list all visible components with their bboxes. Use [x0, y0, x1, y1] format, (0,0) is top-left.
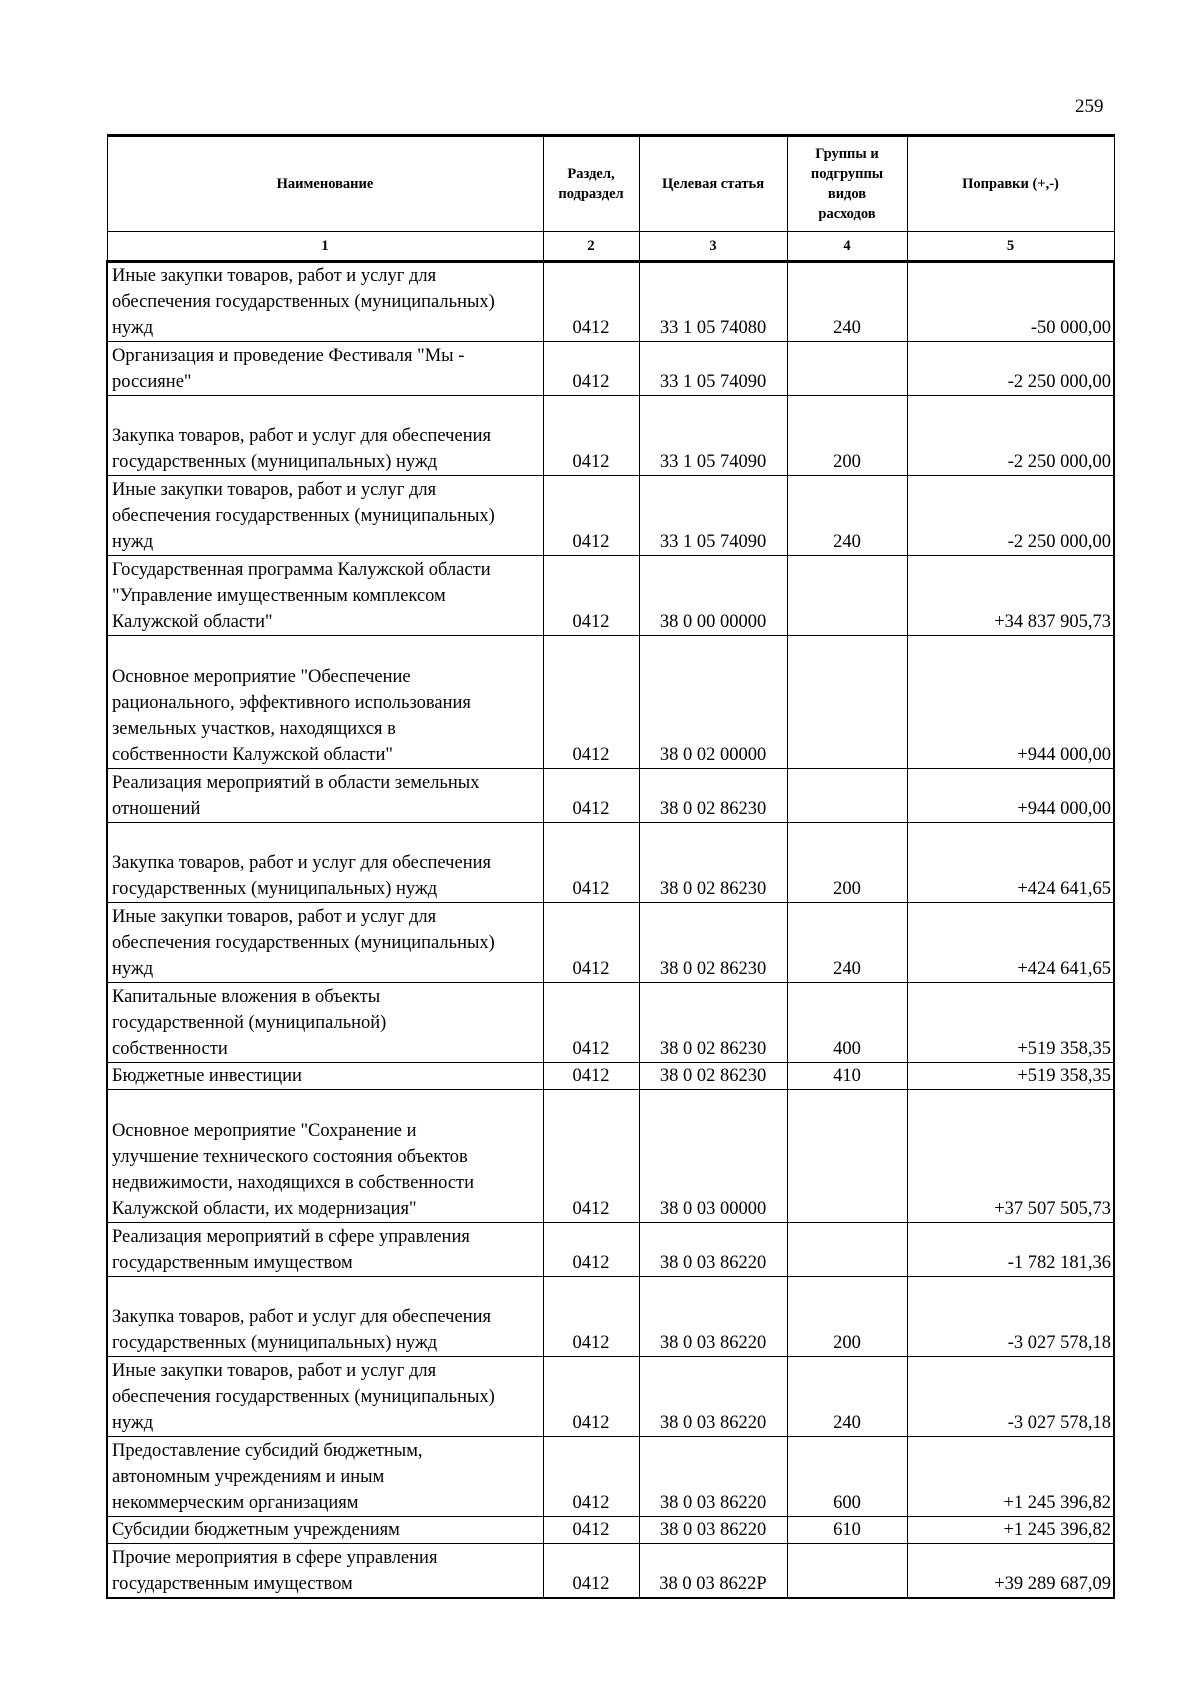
- row-section: 0412: [543, 1223, 639, 1277]
- table-row: [107, 823, 1114, 903]
- row-name: Иные закупки товаров, работ и услуг для обеспечения государственных (муниципальных) нужд: [107, 903, 543, 983]
- row-article: 33 1 05 74080: [639, 262, 787, 342]
- row-article: 38 0 02 86230: [639, 1063, 787, 1090]
- row-amount: +37 507 505,73: [907, 1090, 1114, 1223]
- row-section: 0412: [543, 983, 639, 1063]
- row-article: 38 0 03 86220: [639, 1277, 787, 1357]
- table-row: [107, 636, 1114, 769]
- row-article: 38 0 02 00000: [639, 636, 787, 769]
- row-name: Прочие мероприятия в сфере управления государственным имуществом: [107, 1544, 543, 1598]
- row-group: 200: [787, 1277, 907, 1357]
- row-group: 240: [787, 476, 907, 556]
- table-row: [107, 556, 1114, 636]
- row-amount: -2 250 000,00: [907, 396, 1114, 476]
- row-section: 0412: [543, 1357, 639, 1437]
- row-group: 200: [787, 823, 907, 903]
- column-number: 4: [787, 232, 907, 262]
- header-amount: Поправки (+,-): [907, 136, 1114, 232]
- row-section: 0412: [543, 1277, 639, 1357]
- column-number: 2: [543, 232, 639, 262]
- column-number: 5: [907, 232, 1114, 262]
- row-group: 200: [787, 396, 907, 476]
- row-article: 38 0 00 00000: [639, 556, 787, 636]
- row-section: 0412: [543, 1437, 639, 1517]
- row-group: [787, 342, 907, 396]
- row-article: 38 0 03 86220: [639, 1437, 787, 1517]
- row-name: Основное мероприятие "Сохранение и улучшение технического состояния объектов недвижимости, находящихся в собственности Калужской области, их модернизация": [107, 1090, 543, 1223]
- row-amount: +39 289 687,09: [907, 1544, 1114, 1598]
- row-section: 0412: [543, 1063, 639, 1090]
- row-section: 0412: [543, 769, 639, 823]
- header-section: Раздел, подраздел: [543, 136, 639, 232]
- table-row: [107, 1517, 1114, 1544]
- row-article: 38 0 03 00000: [639, 1090, 787, 1223]
- row-group: 240: [787, 1357, 907, 1437]
- row-section: 0412: [543, 342, 639, 396]
- row-group: 410: [787, 1063, 907, 1090]
- row-group: 600: [787, 1437, 907, 1517]
- table-row: [107, 1357, 1114, 1437]
- row-section: 0412: [543, 476, 639, 556]
- row-article: 33 1 05 74090: [639, 396, 787, 476]
- table-row: [107, 1277, 1114, 1357]
- row-section: 0412: [543, 1090, 639, 1223]
- row-name: Организация и проведение Фестиваля "Мы - россияне": [107, 342, 543, 396]
- row-amount: -2 250 000,00: [907, 476, 1114, 556]
- row-group: 610: [787, 1517, 907, 1544]
- table-row: [107, 342, 1114, 396]
- row-article: 38 0 03 86220: [639, 1223, 787, 1277]
- table-row: [107, 903, 1114, 983]
- table-row: [107, 1544, 1114, 1598]
- row-amount: -1 782 181,36: [907, 1223, 1114, 1277]
- row-amount: +424 641,65: [907, 823, 1114, 903]
- row-name: Иные закупки товаров, работ и услуг для обеспечения государственных (муниципальных) нужд: [107, 1357, 543, 1437]
- row-group: [787, 636, 907, 769]
- row-article: 38 0 03 86220: [639, 1517, 787, 1544]
- table-row: [107, 983, 1114, 1063]
- row-group: 400: [787, 983, 907, 1063]
- row-name: Бюджетные инвестиции: [107, 1063, 543, 1090]
- row-amount: +1 245 396,82: [907, 1437, 1114, 1517]
- row-name: Закупка товаров, работ и услуг для обеспечения государственных (муниципальных) нужд: [107, 396, 543, 476]
- row-amount: +519 358,35: [907, 983, 1114, 1063]
- row-name: Реализация мероприятий в сфере управления государственным имуществом: [107, 1223, 543, 1277]
- row-amount: -3 027 578,18: [907, 1357, 1114, 1437]
- row-group: [787, 1223, 907, 1277]
- header-article: Целевая статья: [639, 136, 787, 232]
- row-name: Иные закупки товаров, работ и услуг для обеспечения государственных (муниципальных) нужд: [107, 262, 543, 342]
- table-row: [107, 1063, 1114, 1090]
- row-article: 38 0 02 86230: [639, 983, 787, 1063]
- row-group: 240: [787, 262, 907, 342]
- budget-table: [106, 134, 1115, 1599]
- row-amount: +1 245 396,82: [907, 1517, 1114, 1544]
- row-name: Субсидии бюджетным учреждениям: [107, 1517, 543, 1544]
- row-article: 38 0 03 8622Р: [639, 1544, 787, 1598]
- column-number-row: [107, 232, 1114, 262]
- table-row: [107, 396, 1114, 476]
- row-section: 0412: [543, 1544, 639, 1598]
- row-amount: +34 837 905,73: [907, 556, 1114, 636]
- row-amount: -50 000,00: [907, 262, 1114, 342]
- row-name: Иные закупки товаров, работ и услуг для обеспечения государственных (муниципальных) нужд: [107, 476, 543, 556]
- row-section: 0412: [543, 823, 639, 903]
- column-number: 3: [639, 232, 787, 262]
- row-name: Реализация мероприятий в области земельных отношений: [107, 769, 543, 823]
- row-name: Основное мероприятие "Обеспечение рационального, эффективного использования земельных участков, находящихся в собственности Калужской области": [107, 636, 543, 769]
- row-article: 38 0 03 86220: [639, 1357, 787, 1437]
- table-row: [107, 262, 1114, 342]
- row-amount: +424 641,65: [907, 903, 1114, 983]
- row-amount: +944 000,00: [907, 636, 1114, 769]
- row-article: 38 0 02 86230: [639, 823, 787, 903]
- row-article: 38 0 02 86230: [639, 903, 787, 983]
- row-section: 0412: [543, 903, 639, 983]
- row-article: 33 1 05 74090: [639, 342, 787, 396]
- row-section: 0412: [543, 636, 639, 769]
- table-row: [107, 1437, 1114, 1517]
- row-group: [787, 1544, 907, 1598]
- row-name: Государственная программа Калужской области "Управление имущественным комплексом Калужской области": [107, 556, 543, 636]
- table-row: [107, 1223, 1114, 1277]
- row-section: 0412: [543, 396, 639, 476]
- row-section: 0412: [543, 262, 639, 342]
- row-amount: +519 358,35: [907, 1063, 1114, 1090]
- row-amount: -2 250 000,00: [907, 342, 1114, 396]
- row-group: 240: [787, 903, 907, 983]
- header-name: Наименование: [107, 136, 543, 232]
- row-name: Закупка товаров, работ и услуг для обеспечения государственных (муниципальных) нужд: [107, 1277, 543, 1357]
- row-amount: +944 000,00: [907, 769, 1114, 823]
- row-name: Предоставление субсидий бюджетным, автономным учреждениям и иным некоммерческим организациям: [107, 1437, 543, 1517]
- row-name: Закупка товаров, работ и услуг для обеспечения государственных (муниципальных) нужд: [107, 823, 543, 903]
- header-group: Группы и подгруппы видов расходов: [787, 136, 907, 232]
- row-amount: -3 027 578,18: [907, 1277, 1114, 1357]
- row-group: [787, 556, 907, 636]
- page-number: 259: [1075, 96, 1104, 117]
- row-article: 38 0 02 86230: [639, 769, 787, 823]
- column-number: 1: [107, 232, 543, 262]
- row-group: [787, 769, 907, 823]
- row-section: 0412: [543, 1517, 639, 1544]
- table-row: [107, 769, 1114, 823]
- row-section: 0412: [543, 556, 639, 636]
- row-article: 33 1 05 74090: [639, 476, 787, 556]
- table-row: [107, 476, 1114, 556]
- table-row: [107, 1090, 1114, 1223]
- header-row: [107, 136, 1114, 232]
- row-group: [787, 1090, 907, 1223]
- row-name: Капитальные вложения в объекты государственной (муниципальной) собственности: [107, 983, 543, 1063]
